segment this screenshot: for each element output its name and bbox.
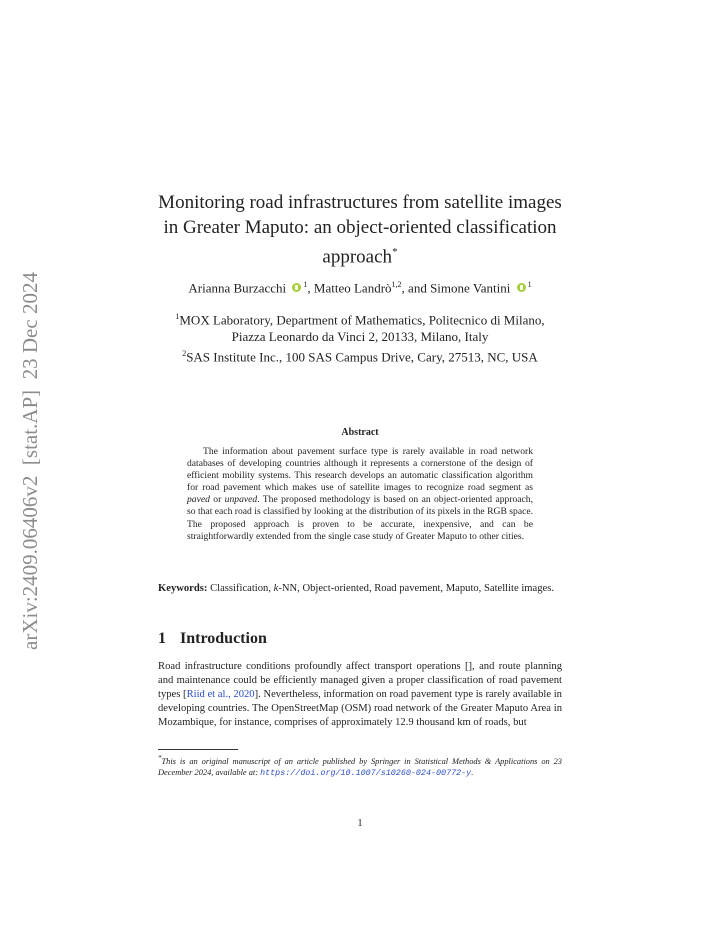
section-heading (158, 630, 267, 648)
footnote-mark: * (158, 754, 162, 762)
abstract-body (187, 446, 533, 543)
abstract-text: . The proposed methodology is based on an object-oriented approach, so that each road is classified by looking at the distribution of its pixels in the RGB space. The proposed approach is proven to be accurate, inexpensive, and can be straightforwardly extended from the single case study of Greater Maputo to other cities. (187, 494, 533, 542)
orcid-icon[interactable] (292, 283, 301, 292)
orcid-icon[interactable] (517, 283, 526, 292)
intro-text: ]. Nevertheless, information on road pavement type is rarely available in developing countries. The OpenStreetMap (OSM) road network of the Greater Maputo Area in Mozambique, for instance, comprises of approximately 12.9 thousand km of roads, but (158, 689, 562, 729)
keywords (158, 582, 562, 596)
section-number: 1 (158, 630, 166, 647)
title-footnote-mark: * (392, 246, 398, 258)
abstract-term-unpaved: unpaved (224, 494, 258, 506)
author-affil-mark: 1,2 (391, 280, 402, 289)
section-title: Introduction (180, 630, 267, 647)
affiliation-text: SAS Institute Inc., 100 SAS Campus Drive, Cary, 27513, NC, USA (186, 349, 538, 365)
author-name: Simone Vantini (430, 280, 511, 296)
keywords-k: k (273, 583, 279, 594)
keywords-label: Keywords: (158, 583, 208, 594)
keywords-text: Classification, (207, 583, 274, 594)
abstract-heading: Abstract (341, 427, 379, 438)
paper-title (150, 190, 570, 269)
abstract-text: The information about pavement surface type is rarely available in road network databases of developing countries although it represents a cornerstone of the design of efficient mobility systems. This research develops an automatic classification algorithm for road pavement which makes use of satellite images to recognize road segment as (187, 446, 533, 494)
author-affil-mark: 1 (303, 280, 308, 289)
author-list (130, 280, 590, 296)
introduction-paragraph (158, 660, 562, 730)
keywords-text: -NN, Object-oriented, Road pavement, Maputo, Satellite images. (278, 583, 554, 594)
page-number: 1 (357, 818, 363, 829)
abstract-term-paved: paved (187, 494, 210, 506)
affiliation-text: MOX Laboratory, Department of Mathematics, Politecnico di Milano, Piazza Leonardo da Vinci 2, 20133, Milano, Italy (179, 312, 545, 345)
footnote-text: This is an original manuscript of an article published by Springer in Statistical Methods & Applications on 23 December 2024, available at: (158, 756, 562, 778)
author-affil-mark: 1 (527, 280, 532, 289)
footnote-rule (158, 749, 238, 750)
intro-text: Road infrastructure conditions profoundly affect transport operations [], and route planning and maintenance could be efficiently managed given a proper classification of road pavement types [ (158, 661, 562, 701)
author-name: Arianna Burzacchi (188, 280, 287, 296)
affiliation-2 (160, 345, 560, 365)
author-name: Matteo Landrò (313, 280, 392, 296)
doi-link[interactable]: https://doi.org/10.1007/s10260-024-00772-y (260, 768, 472, 779)
author-separator: , and (401, 280, 431, 296)
citation-link[interactable]: Riid et al., 2020 (186, 689, 255, 701)
affiliation-mark: 1 (175, 312, 180, 321)
footnote-end: . (471, 768, 474, 778)
arxiv-identifier-stamp: arXiv:2409.06406v2 [stat.AP] 23 Dec 2024 (18, 272, 42, 650)
affiliation-1 (160, 308, 560, 345)
affiliation-mark: 2 (182, 349, 187, 359)
author-separator: , (307, 280, 314, 296)
footnote (158, 753, 562, 780)
affiliations (160, 308, 560, 366)
paper-title-text: Monitoring road infrastructures from satellite images in Greater Maputo: an object-oriented classification approach (158, 192, 562, 268)
abstract-text: or (209, 494, 225, 506)
